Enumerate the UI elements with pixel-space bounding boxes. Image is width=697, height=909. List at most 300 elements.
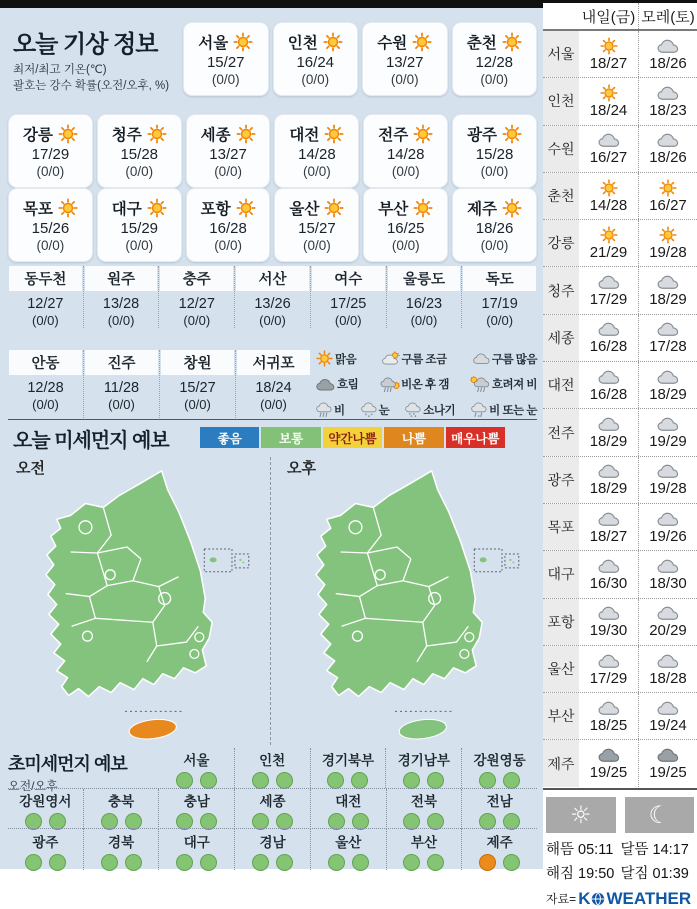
- region-cell: [461, 748, 537, 788]
- temperature-value: 18/24: [589, 101, 628, 119]
- page-subtitle: [13, 62, 169, 94]
- sun-icon: [236, 198, 256, 218]
- dust-dot-pm: [352, 854, 369, 871]
- sun-icon: [324, 124, 344, 144]
- region-label: 전북: [410, 794, 437, 809]
- region-cell: [158, 829, 234, 870]
- brand-weather: WEATHER: [606, 888, 692, 908]
- city-label: 포항: [200, 201, 231, 218]
- dust-dot-am: [328, 854, 345, 871]
- forecast-sidebar: [543, 0, 697, 908]
- weather-icon: [597, 226, 621, 244]
- weather-icon: [597, 604, 621, 622]
- weather-card: [8, 188, 93, 262]
- temperature-value: 19/24: [649, 716, 687, 734]
- temperature-value: 19/28: [649, 243, 687, 261]
- moon-icon: ☾: [648, 800, 670, 829]
- weather-card: [452, 188, 537, 262]
- dust-legend-chip: 매우나쁨: [446, 427, 505, 448]
- temperature-value: 11/28: [103, 380, 140, 396]
- map-separator: [270, 457, 271, 745]
- ultrafine-row-3: [8, 828, 537, 870]
- temperature-value: 18/24: [255, 380, 292, 396]
- weather-card: [274, 188, 359, 262]
- forecast-row: [543, 550, 697, 597]
- temperature-value: 19/28: [649, 480, 687, 498]
- dust-dot-am: [479, 854, 496, 871]
- section-divider: [8, 419, 537, 420]
- weather-card: [274, 114, 359, 188]
- temperature-value: 19/25: [649, 764, 687, 782]
- forecast-row: [543, 361, 697, 408]
- forecast-row: [543, 692, 697, 739]
- dust-dot-am: [176, 854, 193, 871]
- city-column: [83, 266, 159, 328]
- temperature-value: 12/28: [475, 54, 514, 71]
- sun-icon: [236, 124, 256, 144]
- region-label: 전남: [486, 794, 513, 809]
- city-column: [386, 266, 462, 328]
- extra-cities-table-row-2: [8, 350, 537, 418]
- region-cell: [159, 748, 234, 788]
- region-cell: [8, 829, 83, 870]
- weather-icon: [470, 376, 491, 393]
- city-label: 강릉: [22, 127, 53, 144]
- rain-probability: (0/0): [32, 397, 59, 412]
- forecast-row: [543, 739, 697, 786]
- day-after-column-header: 모레(토): [638, 3, 697, 29]
- credit-label: 자료=: [546, 892, 577, 907]
- temperature-value: 16/27: [589, 149, 628, 167]
- region-cell: [386, 829, 462, 870]
- dust-dot-am: [403, 854, 420, 871]
- region-cell: [461, 829, 537, 870]
- city-label: 광주: [467, 127, 498, 144]
- temperature-value: 15/26: [31, 220, 70, 237]
- rain-probability: (0/0): [214, 238, 242, 253]
- legend-item: [315, 401, 345, 418]
- weather-icon: [656, 604, 680, 622]
- temperature-value: 16/27: [649, 196, 687, 214]
- rain-probability: (0/0): [480, 238, 509, 253]
- dust-dot-am: [176, 772, 193, 789]
- temperature-value: 18/26: [475, 220, 514, 237]
- ultrafine-subtitle: 오전/오후: [8, 779, 58, 793]
- weather-icon: [597, 37, 621, 55]
- rain-probability: (0/0): [125, 164, 154, 179]
- legend-item: [381, 350, 446, 367]
- rain-probability: (0/0): [36, 238, 65, 253]
- city-cards-row-3: [8, 188, 537, 262]
- legend-label: 소나기: [423, 404, 456, 417]
- city-label: 울릉도: [388, 266, 461, 291]
- dust-dot-pm: [503, 772, 520, 789]
- sun-icon: [58, 198, 78, 218]
- region-label: 인천: [259, 753, 286, 768]
- sun-icon: [502, 198, 522, 218]
- region-label: 세종: [259, 794, 286, 809]
- temperature-value: 19/25: [589, 764, 628, 782]
- weather-icon: [472, 350, 491, 367]
- weather-card: [97, 114, 182, 188]
- city-label: 목포: [543, 504, 579, 550]
- forecast-row: [543, 314, 697, 361]
- legend-item: [315, 376, 358, 393]
- sun-icon: [323, 32, 343, 52]
- temperature-value: 13/27: [209, 146, 247, 163]
- weather-icon: [597, 746, 621, 764]
- temperature-value: 19/30: [589, 622, 628, 640]
- dust-legend-chip: 좋음: [200, 427, 259, 448]
- rain-probability: (0/0): [107, 313, 135, 328]
- temperature-value: 18/27: [589, 54, 628, 72]
- moonrise-time: 14:17: [652, 841, 689, 858]
- weather-card: [363, 114, 448, 188]
- weather-card: [186, 114, 271, 188]
- rain-probability: (0/0): [108, 397, 135, 412]
- city-label: 울산: [543, 646, 579, 692]
- temperature-value: 18/29: [589, 433, 628, 451]
- rain-probability: (0/0): [486, 313, 514, 328]
- legend-label: 비온 후 갬: [401, 379, 449, 391]
- region-cell: [234, 829, 310, 870]
- region-label: 경남: [259, 834, 286, 850]
- legend-label: 흐림: [337, 379, 359, 391]
- weather-icon: [656, 510, 680, 528]
- sun-icon: [412, 32, 432, 52]
- weather-icon: [656, 368, 680, 386]
- region-cell: [158, 789, 234, 829]
- city-label: 춘천: [466, 35, 497, 52]
- weather-icon: [597, 510, 621, 528]
- city-label: 서울: [543, 31, 579, 77]
- legend-label: 구름 조금: [401, 353, 447, 366]
- jeju-island-afternoon: [398, 717, 447, 741]
- region-cell: [385, 748, 461, 788]
- legend-label: 구름 많음: [491, 353, 537, 366]
- dust-section-title: 오늘 미세먼지 예보: [13, 430, 169, 452]
- region-cell: [310, 829, 386, 870]
- temperature-value: 17/25: [330, 296, 367, 312]
- weather-card: [273, 22, 359, 96]
- city-column: [83, 350, 159, 418]
- temperature-value: 14/28: [298, 146, 336, 163]
- temperature-value: 18/26: [649, 54, 687, 72]
- weather-icon: [597, 415, 621, 433]
- city-label: 여수: [312, 266, 385, 291]
- city-column: [235, 350, 311, 418]
- temperature-value: 18/30: [649, 574, 687, 592]
- city-label: 세종: [543, 315, 579, 361]
- temperature-value: 13/27: [385, 54, 424, 71]
- rain-probability: (0/0): [214, 164, 242, 179]
- rain-probability: (0/0): [391, 238, 420, 253]
- region-cell: [83, 829, 159, 870]
- dust-dot-pm: [427, 772, 444, 789]
- weather-icon: [656, 652, 680, 670]
- city-label: 제주: [467, 201, 498, 218]
- forecast-row: [543, 77, 697, 124]
- weather-icon: [597, 179, 621, 197]
- legend-item: [315, 350, 356, 367]
- temperature-value: 16/23: [405, 296, 443, 312]
- region-label: 충남: [183, 794, 210, 809]
- city-label: 광주: [543, 457, 579, 503]
- temperature-value: 17/29: [589, 669, 628, 687]
- city-label: 청주: [543, 267, 579, 313]
- ultrafine-row-2: [8, 788, 537, 829]
- forecast-row: [543, 503, 697, 550]
- rain-probability: (0/0): [480, 72, 509, 87]
- weather-icon: [597, 320, 621, 338]
- page-title: 오늘 기상 정보: [13, 31, 158, 58]
- subtitle-line-2: 괄호는 강수 확률(오전/오후, %): [13, 80, 170, 92]
- rain-probability: (0/0): [480, 164, 509, 179]
- city-column: [234, 266, 310, 328]
- moon-box: [625, 797, 695, 833]
- sun-icon: [502, 32, 522, 52]
- korea-map-morning: [4, 454, 260, 746]
- weather-icon: [597, 557, 621, 575]
- source-credit: [543, 883, 697, 909]
- weather-icon: [656, 415, 680, 433]
- weather-card: [8, 114, 93, 188]
- rain-probability: (0/0): [303, 238, 331, 253]
- dust-legend-chip: 보통: [261, 427, 320, 448]
- temperature-value: 18/28: [649, 669, 687, 687]
- temperature-value: 17/19: [481, 296, 518, 312]
- map-am-label: 오전: [16, 460, 45, 477]
- city-label: 부산: [543, 693, 579, 739]
- city-column: [8, 350, 83, 418]
- rain-probability: (0/0): [410, 313, 438, 328]
- temperature-value: 18/26: [649, 149, 687, 167]
- region-cell: [461, 789, 537, 829]
- temperature-value: 16/30: [589, 574, 628, 592]
- temperature-value: 17/28: [649, 338, 687, 356]
- temperature-value: 18/29: [589, 480, 628, 498]
- region-label: 경북: [108, 834, 135, 850]
- legend-item: [472, 350, 537, 367]
- region-cell: [386, 789, 462, 829]
- rain-probability: (0/0): [390, 72, 419, 87]
- weather-icon: [597, 131, 621, 149]
- temperature-value: 15/28: [120, 146, 159, 163]
- temperature-value: 16/24: [296, 54, 335, 71]
- subtitle-line-1: 최저/최고 기온(℃): [13, 64, 107, 76]
- sun-icon: [147, 124, 167, 144]
- forecast-row: [543, 456, 697, 503]
- city-label: 수원: [377, 35, 408, 52]
- legend-label: 맑음: [335, 353, 357, 366]
- city-column: [159, 350, 235, 418]
- city-label: 대구: [111, 201, 142, 218]
- dust-dot-am: [252, 772, 269, 789]
- forecast-row: [543, 645, 697, 692]
- city-label: 춘천: [543, 173, 579, 219]
- sunrise-label: 해뜸: [546, 841, 575, 858]
- sun-icon: [502, 124, 522, 144]
- temperature-value: 17/29: [589, 291, 628, 309]
- city-label: 동두천: [9, 266, 82, 291]
- city-cards-row-1: [183, 22, 537, 96]
- city-label: 전주: [378, 127, 409, 144]
- temperature-value: 14/28: [589, 196, 628, 214]
- weather-icon: [656, 179, 680, 197]
- dust-dot-am: [252, 854, 269, 871]
- weather-icon: [597, 273, 621, 291]
- city-label: 대전: [543, 362, 579, 408]
- weather-icon: [597, 84, 621, 102]
- dust-level-legend: [200, 427, 505, 448]
- weather-icon: [379, 376, 400, 393]
- temperature-value: 18/23: [649, 101, 687, 119]
- weather-icon: [381, 350, 400, 367]
- weather-card: [452, 114, 537, 188]
- dust-dot-pm: [200, 854, 217, 871]
- brand-k: K: [578, 888, 591, 908]
- temperature-value: 18/29: [649, 291, 687, 309]
- city-label: 세종: [200, 127, 231, 144]
- weather-icon: [315, 376, 336, 393]
- weather-icon: [656, 273, 680, 291]
- temperature-value: 19/26: [649, 527, 687, 545]
- sun-icon: [147, 198, 167, 218]
- city-label: 안동: [9, 350, 82, 375]
- dust-dot-pm: [200, 772, 217, 789]
- weather-icon: [315, 350, 334, 367]
- dust-dot-pm: [427, 854, 444, 871]
- sun-icon: [233, 32, 253, 52]
- weather-icon: [656, 37, 680, 55]
- city-label: 서산: [236, 266, 309, 291]
- temperature-value: 15/28: [475, 146, 514, 163]
- region-label: 대전: [335, 794, 362, 809]
- city-label: 진주: [85, 350, 158, 375]
- region-cell: [83, 789, 159, 829]
- city-label: 목포: [22, 201, 53, 218]
- region-label: 경기북부: [321, 753, 375, 768]
- dust-dot-pm: [276, 854, 293, 871]
- rain-probability: (0/0): [36, 164, 65, 179]
- city-label: 포항: [543, 599, 579, 645]
- rain-probability: (0/0): [260, 397, 287, 412]
- city-column: [8, 266, 83, 328]
- rain-probability: (0/0): [259, 313, 286, 328]
- temperature-value: 18/27: [589, 527, 628, 545]
- rain-probability: (0/0): [301, 72, 330, 87]
- tomorrow-column-header: 내일(금): [581, 8, 636, 26]
- forecast-row: [543, 598, 697, 645]
- weather-card: [97, 188, 182, 262]
- temperature-value: 18/29: [649, 385, 687, 403]
- city-label: 인천: [287, 35, 318, 52]
- temperature-value: 18/25: [589, 716, 628, 734]
- region-cell: [8, 789, 83, 829]
- moonset-time: 01:39: [652, 865, 689, 882]
- city-label: 전주: [543, 409, 579, 455]
- weather-icon: [360, 401, 378, 418]
- weather-card: [186, 188, 271, 262]
- ultrafine-row-1: [8, 748, 537, 793]
- forecast-header: [543, 3, 697, 31]
- city-label: 대전: [289, 127, 320, 144]
- sun-box: [546, 797, 616, 833]
- legend-label: 비: [334, 404, 345, 417]
- map-pm-label: 오후: [287, 460, 316, 477]
- weather-icon: [597, 652, 621, 670]
- sunset-time: 19:50: [578, 865, 615, 882]
- temperature-value: 15/29: [120, 220, 159, 237]
- city-label: 충주: [160, 266, 233, 291]
- rain-probability: (0/0): [125, 238, 154, 253]
- extra-cities-table-row-1: [8, 266, 537, 328]
- forecast-row: [543, 31, 697, 77]
- city-label: 인천: [543, 78, 579, 124]
- region-cell: [234, 789, 310, 829]
- city-label: 독도: [463, 266, 536, 291]
- jeju-island-morning: [128, 717, 177, 741]
- weather-card: [363, 188, 448, 262]
- region-label: 대구: [183, 834, 210, 850]
- rain-probability: (0/0): [183, 313, 211, 328]
- globe-icon: [591, 892, 605, 906]
- city-label: 강릉: [543, 220, 579, 266]
- weather-icon: [315, 401, 333, 418]
- temperature-value: 16/28: [589, 338, 628, 356]
- city-column: [158, 266, 234, 328]
- forecast-rows: [543, 31, 697, 787]
- city-label: 원주: [85, 266, 158, 291]
- city-label: 울산: [289, 201, 320, 218]
- korea-map-afternoon: [274, 454, 530, 746]
- temperature-value: 14/28: [386, 146, 425, 163]
- region-label: 서울: [183, 753, 210, 768]
- city-label: 수원: [543, 126, 579, 172]
- region-label: 강원영동: [473, 753, 526, 768]
- moonset-label: 달짐: [620, 865, 649, 882]
- city-label: 서귀포: [237, 350, 310, 375]
- city-label: 대구: [543, 551, 579, 597]
- dust-dot-pm: [125, 854, 142, 871]
- region-label: 울산: [335, 834, 362, 850]
- dust-legend-chip: 약간나쁨: [323, 427, 382, 448]
- region-label: 제주: [486, 834, 513, 850]
- rain-probability: (0/0): [211, 72, 240, 87]
- legend-item: [379, 376, 449, 393]
- dust-dot-pm: [351, 772, 368, 789]
- city-label: 서울: [198, 35, 229, 52]
- weather-icon: [656, 746, 680, 764]
- ultrafine-section-title: 초미세먼지 예보: [8, 754, 127, 774]
- temperature-value: 20/29: [649, 622, 687, 640]
- region-label: 경기남부: [397, 753, 450, 768]
- region-label: 강원영서: [19, 794, 72, 809]
- region-label: 충북: [108, 794, 135, 809]
- temperature-value: 13/28: [102, 296, 140, 312]
- weather-card: [452, 22, 538, 96]
- temperature-value: 21/29: [589, 243, 628, 261]
- sunset-label: 해짐: [546, 865, 575, 882]
- dust-dot-am: [479, 772, 496, 789]
- legend-item: [470, 401, 537, 418]
- legend-item: [404, 401, 455, 418]
- dust-dot-am: [25, 854, 42, 871]
- legend-label: 비 또는 눈: [489, 404, 537, 417]
- legend-label: 흐려져 비: [491, 379, 537, 391]
- temperature-value: 15/27: [206, 54, 245, 71]
- dust-dot-am: [403, 772, 420, 789]
